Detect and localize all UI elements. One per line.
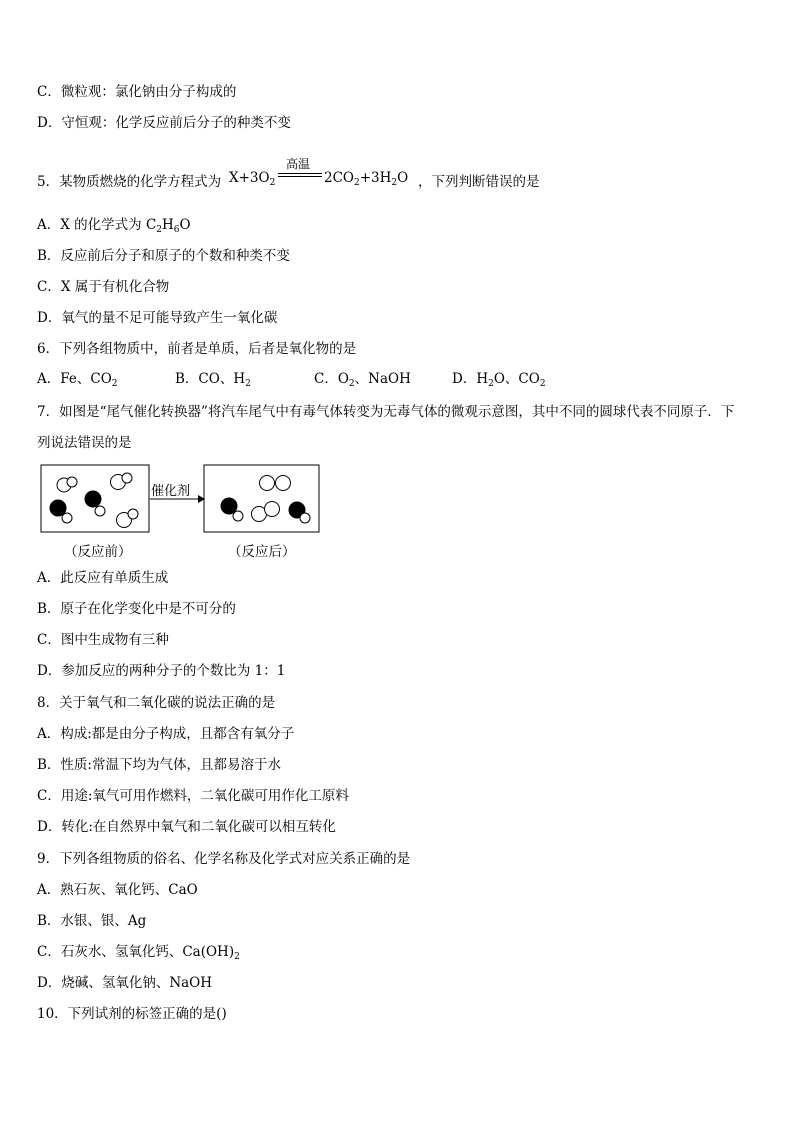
atom-white: [67, 477, 77, 487]
q4-option-d: D．守恒观：化学反应前后分子的种类不变: [37, 115, 291, 131]
q7-stem-line2: 列说法错误的是: [37, 435, 132, 451]
catalyst-label: 催化剂: [151, 484, 191, 499]
atom-white: [260, 476, 275, 491]
atom-black: [50, 500, 66, 516]
q10-stem: 10．下列试剂的标签正确的是(): [37, 1006, 227, 1022]
q7-option-b: B．原子在化学变化中是不可分的: [37, 601, 236, 617]
q6-option-b: B．CO、$H_2$: [175, 371, 251, 389]
reaction-condition-label: 高温: [286, 157, 311, 171]
q8-option-c: C．用途:氧气可用作燃料，二氧化碳可用作化工原料: [37, 788, 349, 804]
atom-white: [276, 476, 291, 491]
q9-option-b: B．水银、银、Ag: [37, 913, 147, 929]
q7-option-c: C．图中生成物有三种: [37, 632, 169, 648]
q8-option-d: D．转化:在自然界中氧气和二氧化碳可以相互转化: [37, 819, 336, 835]
q6-option-c: C．$O_2$、NaOH: [314, 371, 411, 389]
q7-option-a: A．此反应有单质生成: [37, 570, 169, 586]
reaction-diagram: [40, 462, 330, 562]
equals-bar-top: [278, 173, 322, 174]
q4-option-c: C．微粒观：氯化钠由分子构成的: [37, 84, 237, 100]
q5-eq-right: $2CO_2+3H_2O$: [324, 170, 409, 188]
q9-option-d: D．烧碱、氢氧化钠、NaOH: [37, 975, 213, 991]
caption-after: （反应后）: [228, 544, 296, 560]
reaction-condition-equals: [278, 155, 322, 185]
q9-stem: 9．下列各组物质的俗名、化学名称及化学式对应关系正确的是: [37, 851, 411, 867]
atom-white: [265, 502, 280, 517]
caption-before: （反应前）: [64, 544, 132, 560]
q6-option-d: D．$H_2O$、$CO_2$: [452, 371, 546, 389]
q5-stem-prefix: 5．某物质燃烧的化学方程式为: [37, 174, 222, 190]
atom-white: [300, 513, 310, 523]
q8-stem: 8．关于氧气和二氧化碳的说法正确的是: [37, 695, 276, 711]
q5-option-d: D．氧气的量不足可能导致产生一氧化碳: [37, 310, 278, 326]
atom-white: [95, 506, 105, 516]
q8-option-a: A．构成:都是由分子构成，且都含有氧分子: [37, 726, 295, 742]
q9-option-a: A．熟石灰、氧化钙、CaO: [37, 882, 198, 898]
q9-option-c: C．石灰水、氢氧化钙、$Ca(OH)_2$: [37, 944, 240, 962]
atom-white: [233, 511, 243, 521]
q5-option-c: C．X 属于有机化合物: [37, 279, 170, 295]
q5-option-a: A．X 的化学式为 $C_2H_6O$: [37, 217, 191, 235]
q6-stem: 6．下列各组物质中，前者是单质，后者是氧化物的是: [37, 341, 357, 357]
q8-option-b: B．性质:常温下均为气体，且都易溶于水: [37, 757, 281, 773]
atom-white: [62, 513, 72, 523]
q5-option-b: B．反应前后分子和原子的个数和种类不变: [37, 248, 290, 264]
q6-option-a: A．Fe、$CO_2$: [37, 371, 118, 389]
q7-stem-line1: 7．如图是“尾气催化转换器”将汽车尾气中有毒气体转变为无毒气体的微观示意图，其中不同的圆球代表不同原子．下: [37, 404, 735, 420]
atom-black: [85, 491, 101, 507]
atom-white: [122, 473, 132, 483]
atom-black: [221, 498, 237, 514]
q5-stem-suffix: ，下列判断错误的是: [418, 174, 540, 190]
atom-white: [128, 509, 138, 519]
q5-eq-left: $X+3O_2$: [229, 170, 276, 188]
equals-bar-bottom: [278, 176, 322, 177]
q7-option-d: D．参加反应的两种分子的个数比为 1：1: [37, 663, 286, 679]
